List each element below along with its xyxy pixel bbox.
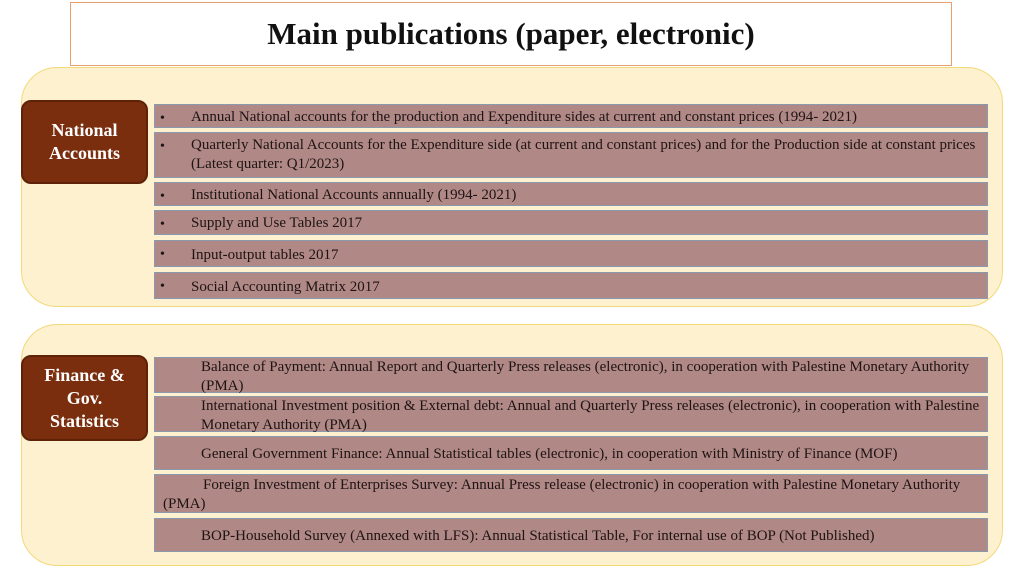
list-item	[154, 272, 988, 299]
bullet-icon: •	[160, 111, 165, 126]
list-item-text: Supply and Use Tables 2017	[191, 215, 363, 231]
list-item	[154, 518, 988, 552]
list-item	[154, 240, 988, 267]
section-label-national-accounts	[21, 100, 148, 184]
list-item	[154, 357, 988, 393]
list-item	[154, 104, 988, 128]
list-item	[154, 182, 988, 206]
bullet-icon: •	[160, 217, 165, 232]
list-item-text: Annual National accounts for the production and Expenditure sides at current and constant prices (1994- 2021)	[191, 109, 858, 125]
list-item-text: Institutional National Accounts annually (1994- 2021)	[191, 187, 517, 203]
title-box	[70, 2, 952, 66]
list-item-text: Social Accounting Matrix 2017	[191, 279, 380, 295]
list-item	[154, 132, 988, 178]
section-label-finance-gov-statistics	[21, 355, 148, 441]
list-item-text: Balance of Payment: Annual Report and Quarterly Press releases (electronic), in cooperation with Palestine Monetary Authority (PMA)	[201, 359, 970, 394]
list-item-text: BOP-Household Survey (Annexed with LFS): Annual Statistical Table, For internal use of BOP (Not Published)	[201, 528, 875, 544]
list-item	[154, 396, 988, 432]
bullet-icon: •	[160, 189, 165, 204]
bullet-icon: •	[160, 247, 165, 262]
page-title: Main publications (paper, electronic)	[267, 16, 755, 51]
bullet-icon: •	[160, 279, 165, 294]
list-item-text: Input-output tables 2017	[191, 247, 339, 263]
list-item-text: Foreign Investment of Enterprises Survey: Annual Press release (electronic) in cooperation with Palestine Monetary Authority (PMA)	[163, 477, 961, 512]
section-label-line: Accounts	[49, 143, 120, 163]
section-label-line: National	[51, 120, 118, 140]
list-item-text: General Government Finance: Annual Statistical tables (electronic), in cooperation with Ministry of Finance (MOF)	[201, 446, 898, 462]
list-item-text: International Investment position & External debt: Annual and Quarterly Press releases (electronic), in cooperation with Palestine Monetary Authority (PMA)	[201, 398, 980, 433]
list-item	[154, 474, 988, 513]
section-label-line: Finance &	[44, 364, 125, 385]
list-item-text: Quarterly National Accounts for the Expenditure side (at current and constant prices) and for the Production side at constant prices (Latest quarter: Q1/2023)	[191, 137, 976, 172]
section-label-line: Statistics	[50, 410, 119, 431]
bullet-icon: •	[160, 139, 165, 154]
list-item	[154, 210, 988, 235]
section-label-line: Gov.	[66, 387, 103, 408]
list-item	[154, 436, 988, 470]
